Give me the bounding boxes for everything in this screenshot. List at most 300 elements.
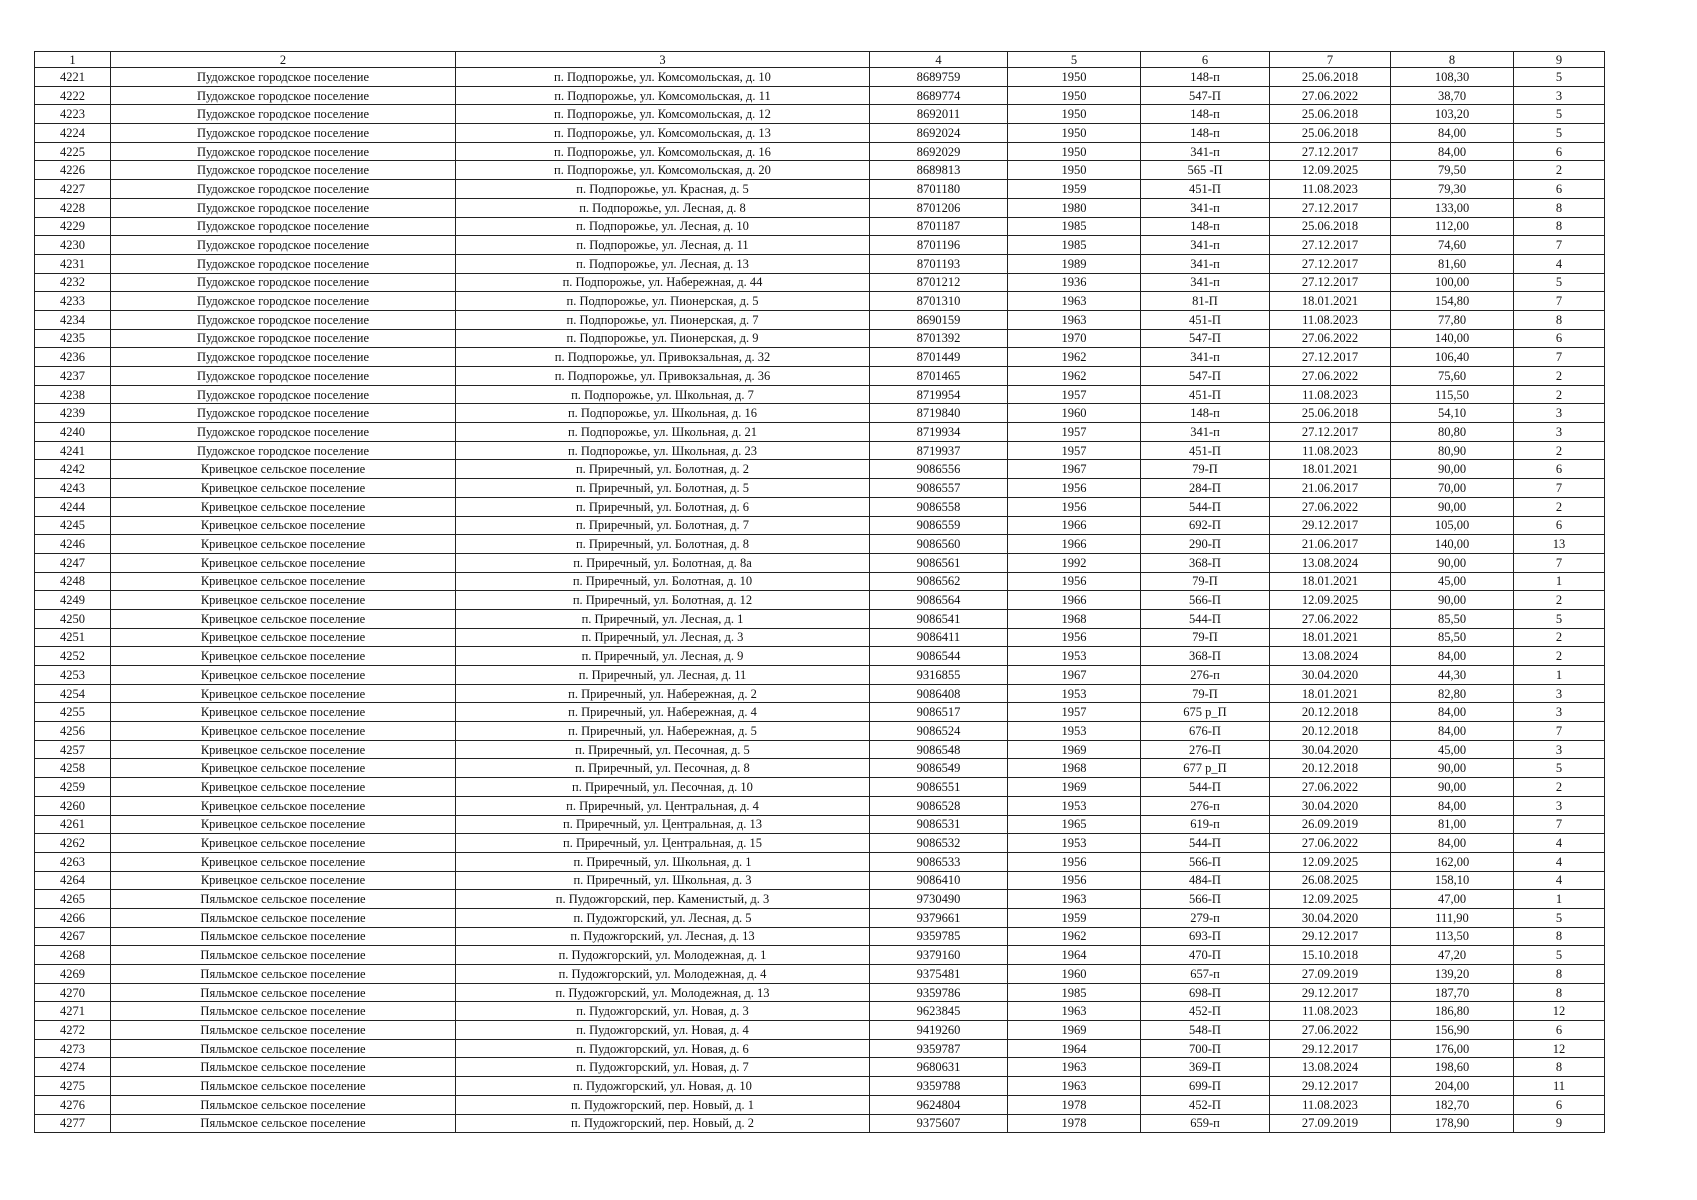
table-row (35, 236, 1605, 255)
object-id-cell: 8701187 (870, 217, 1008, 236)
decision-number-cell: 470-П (1141, 946, 1270, 965)
table-row (35, 965, 1605, 984)
settlement-cell: Кривецкое сельское поселение (111, 497, 456, 516)
object-id-cell: 8689759 (870, 68, 1008, 87)
year-built-cell: 1956 (1008, 628, 1141, 647)
settlement-cell: Кривецкое сельское поселение (111, 703, 456, 722)
area-cell: 85,50 (1391, 628, 1514, 647)
settlement-cell: Пудожское городское поселение (111, 161, 456, 180)
row-number-cell: 4272 (35, 1021, 111, 1040)
area-cell: 44,30 (1391, 666, 1514, 685)
object-id-cell: 8701465 (870, 367, 1008, 386)
residents-count-cell: 3 (1514, 86, 1605, 105)
decision-number-cell: 566-П (1141, 591, 1270, 610)
table-row (35, 292, 1605, 311)
settlement-cell: Кривецкое сельское поселение (111, 778, 456, 797)
year-built-cell: 1969 (1008, 740, 1141, 759)
decision-date-cell: 27.06.2022 (1270, 86, 1391, 105)
year-built-cell: 1962 (1008, 927, 1141, 946)
residents-count-cell: 2 (1514, 367, 1605, 386)
row-number-cell: 4248 (35, 572, 111, 591)
year-built-cell: 1953 (1008, 684, 1141, 703)
decision-date-cell: 27.12.2017 (1270, 198, 1391, 217)
object-id-cell: 8701180 (870, 180, 1008, 199)
table-row (35, 666, 1605, 685)
year-built-cell: 1956 (1008, 497, 1141, 516)
year-built-cell: 1967 (1008, 460, 1141, 479)
residents-count-cell: 6 (1514, 329, 1605, 348)
table-row (35, 908, 1605, 927)
address-cell: п. Приречный, ул. Центральная, д. 4 (456, 796, 870, 815)
object-id-cell: 9086531 (870, 815, 1008, 834)
row-number-cell: 4253 (35, 666, 111, 685)
address-cell: п. Пудожгорский, ул. Новая, д. 3 (456, 1002, 870, 1021)
decision-number-cell: 566-П (1141, 852, 1270, 871)
residents-count-cell: 5 (1514, 124, 1605, 143)
year-built-cell: 1963 (1008, 310, 1141, 329)
area-cell: 47,20 (1391, 946, 1514, 965)
decision-number-cell: 341-п (1141, 254, 1270, 273)
row-number-cell: 4262 (35, 834, 111, 853)
area-cell: 154,80 (1391, 292, 1514, 311)
decision-date-cell: 12.09.2025 (1270, 852, 1391, 871)
residents-count-cell: 8 (1514, 927, 1605, 946)
table-row (35, 198, 1605, 217)
table-row (35, 572, 1605, 591)
column-number-header: 3 (456, 52, 870, 68)
settlement-cell: Пяльмское сельское поселение (111, 1095, 456, 1114)
area-cell: 84,00 (1391, 796, 1514, 815)
area-cell: 84,00 (1391, 834, 1514, 853)
row-number-cell: 4230 (35, 236, 111, 255)
address-cell: п. Подпорожье, ул. Пионерская, д. 5 (456, 292, 870, 311)
table-row (35, 479, 1605, 498)
address-cell: п. Подпорожье, ул. Пионерская, д. 7 (456, 310, 870, 329)
object-id-cell: 9086561 (870, 553, 1008, 572)
decision-number-cell: 659-п (1141, 1114, 1270, 1133)
decision-number-cell: 276-п (1141, 796, 1270, 815)
table-row (35, 609, 1605, 628)
decision-number-cell: 451-П (1141, 441, 1270, 460)
decision-date-cell: 30.04.2020 (1270, 796, 1391, 815)
address-cell: п. Приречный, ул. Болотная, д. 7 (456, 516, 870, 535)
settlement-cell: Пудожское городское поселение (111, 329, 456, 348)
address-cell: п. Приречный, ул. Школьная, д. 3 (456, 871, 870, 890)
object-id-cell: 8701206 (870, 198, 1008, 217)
row-number-cell: 4237 (35, 367, 111, 386)
object-id-cell: 9379661 (870, 908, 1008, 927)
decision-number-cell: 547-П (1141, 367, 1270, 386)
row-number-cell: 4240 (35, 423, 111, 442)
area-cell: 81,00 (1391, 815, 1514, 834)
area-cell: 90,00 (1391, 460, 1514, 479)
table-row (35, 516, 1605, 535)
year-built-cell: 1968 (1008, 759, 1141, 778)
residents-count-cell: 1 (1514, 666, 1605, 685)
decision-date-cell: 30.04.2020 (1270, 740, 1391, 759)
residents-count-cell: 3 (1514, 423, 1605, 442)
residents-count-cell: 6 (1514, 1021, 1605, 1040)
decision-number-cell: 700-П (1141, 1039, 1270, 1058)
row-number-cell: 4241 (35, 441, 111, 460)
decision-date-cell: 26.08.2025 (1270, 871, 1391, 890)
settlement-cell: Кривецкое сельское поселение (111, 796, 456, 815)
area-cell: 105,00 (1391, 516, 1514, 535)
address-cell: п. Подпорожье, ул. Комсомольская, д. 10 (456, 68, 870, 87)
decision-date-cell: 27.06.2022 (1270, 609, 1391, 628)
table-row (35, 86, 1605, 105)
decision-date-cell: 12.09.2025 (1270, 161, 1391, 180)
residents-count-cell: 4 (1514, 852, 1605, 871)
decision-number-cell: 484-П (1141, 871, 1270, 890)
row-number-cell: 4247 (35, 553, 111, 572)
decision-number-cell: 565 -П (1141, 161, 1270, 180)
settlement-cell: Кривецкое сельское поселение (111, 591, 456, 610)
row-number-cell: 4238 (35, 385, 111, 404)
year-built-cell: 1956 (1008, 572, 1141, 591)
settlement-cell: Кривецкое сельское поселение (111, 684, 456, 703)
address-cell: п. Пудожгорский, пер. Каменистый, д. 3 (456, 890, 870, 909)
year-built-cell: 1956 (1008, 871, 1141, 890)
address-cell: п. Приречный, ул. Центральная, д. 15 (456, 834, 870, 853)
table-row (35, 105, 1605, 124)
decision-number-cell: 451-П (1141, 310, 1270, 329)
year-built-cell: 1953 (1008, 647, 1141, 666)
settlement-cell: Кривецкое сельское поселение (111, 852, 456, 871)
decision-number-cell: 276-п (1141, 666, 1270, 685)
settlement-cell: Пудожское городское поселение (111, 236, 456, 255)
address-cell: п. Пудожгорский, пер. Новый, д. 1 (456, 1095, 870, 1114)
area-cell: 82,80 (1391, 684, 1514, 703)
residents-count-cell: 4 (1514, 871, 1605, 890)
object-id-cell: 9086551 (870, 778, 1008, 797)
table-row (35, 367, 1605, 386)
object-id-cell: 8701196 (870, 236, 1008, 255)
residents-count-cell: 6 (1514, 516, 1605, 535)
decision-date-cell: 26.09.2019 (1270, 815, 1391, 834)
decision-number-cell: 341-п (1141, 273, 1270, 292)
object-id-cell: 9086517 (870, 703, 1008, 722)
year-built-cell: 1960 (1008, 965, 1141, 984)
address-cell: п. Подпорожье, ул. Комсомольская, д. 12 (456, 105, 870, 124)
decision-date-cell: 25.06.2018 (1270, 124, 1391, 143)
settlement-cell: Кривецкое сельское поселение (111, 722, 456, 741)
object-id-cell: 9086524 (870, 722, 1008, 741)
address-cell: п. Подпорожье, ул. Привокзальная, д. 36 (456, 367, 870, 386)
decision-date-cell: 27.09.2019 (1270, 1114, 1391, 1133)
table-row (35, 217, 1605, 236)
table-row (35, 647, 1605, 666)
decision-date-cell: 18.01.2021 (1270, 460, 1391, 479)
decision-number-cell: 451-П (1141, 385, 1270, 404)
decision-date-cell: 29.12.2017 (1270, 927, 1391, 946)
residents-count-cell: 2 (1514, 647, 1605, 666)
year-built-cell: 1969 (1008, 1021, 1141, 1040)
area-cell: 133,00 (1391, 198, 1514, 217)
settlement-cell: Пудожское городское поселение (111, 198, 456, 217)
row-number-cell: 4259 (35, 778, 111, 797)
residents-count-cell: 13 (1514, 535, 1605, 554)
address-cell: п. Приречный, ул. Болотная, д. 8 (456, 535, 870, 554)
area-cell: 140,00 (1391, 535, 1514, 554)
object-id-cell: 9086410 (870, 871, 1008, 890)
object-id-cell: 8689774 (870, 86, 1008, 105)
address-cell: п. Подпорожье, ул. Школьная, д. 7 (456, 385, 870, 404)
object-id-cell: 9730490 (870, 890, 1008, 909)
area-cell: 140,00 (1391, 329, 1514, 348)
year-built-cell: 1950 (1008, 105, 1141, 124)
decision-number-cell: 548-П (1141, 1021, 1270, 1040)
area-cell: 54,10 (1391, 404, 1514, 423)
area-cell: 156,90 (1391, 1021, 1514, 1040)
decision-date-cell: 11.08.2023 (1270, 1095, 1391, 1114)
object-id-cell: 9624804 (870, 1095, 1008, 1114)
year-built-cell: 1950 (1008, 142, 1141, 161)
column-number-header: 5 (1008, 52, 1141, 68)
area-cell: 113,50 (1391, 927, 1514, 946)
table-row (35, 1039, 1605, 1058)
year-built-cell: 1985 (1008, 983, 1141, 1002)
table-row (35, 890, 1605, 909)
area-cell: 45,00 (1391, 572, 1514, 591)
area-cell: 80,90 (1391, 441, 1514, 460)
year-built-cell: 1963 (1008, 1077, 1141, 1096)
residents-count-cell: 8 (1514, 965, 1605, 984)
year-built-cell: 1966 (1008, 516, 1141, 535)
residents-count-cell: 8 (1514, 217, 1605, 236)
object-id-cell: 9419260 (870, 1021, 1008, 1040)
address-cell: п. Пудожгорский, ул. Молодежная, д. 13 (456, 983, 870, 1002)
row-number-cell: 4236 (35, 348, 111, 367)
decision-date-cell: 27.06.2022 (1270, 497, 1391, 516)
row-number-cell: 4231 (35, 254, 111, 273)
table-row (35, 852, 1605, 871)
decision-date-cell: 27.06.2022 (1270, 1021, 1391, 1040)
residents-count-cell: 5 (1514, 759, 1605, 778)
settlement-cell: Пудожское городское поселение (111, 142, 456, 161)
area-cell: 115,50 (1391, 385, 1514, 404)
residents-count-cell: 5 (1514, 946, 1605, 965)
residents-count-cell: 3 (1514, 740, 1605, 759)
table-row (35, 497, 1605, 516)
address-cell: п. Пудожгорский, ул. Молодежная, д. 4 (456, 965, 870, 984)
residents-count-cell: 9 (1514, 1114, 1605, 1133)
address-cell: п. Пудожгорский, ул. Новая, д. 7 (456, 1058, 870, 1077)
settlement-cell: Пудожское городское поселение (111, 385, 456, 404)
decision-date-cell: 30.04.2020 (1270, 666, 1391, 685)
row-number-cell: 4224 (35, 124, 111, 143)
decision-date-cell: 11.08.2023 (1270, 1002, 1391, 1021)
table-row (35, 1002, 1605, 1021)
address-cell: п. Подпорожье, ул. Школьная, д. 21 (456, 423, 870, 442)
year-built-cell: 1965 (1008, 815, 1141, 834)
area-cell: 176,00 (1391, 1039, 1514, 1058)
address-cell: п. Подпорожье, ул. Школьная, д. 23 (456, 441, 870, 460)
decision-date-cell: 11.08.2023 (1270, 310, 1391, 329)
address-cell: п. Подпорожье, ул. Школьная, д. 16 (456, 404, 870, 423)
decision-number-cell: 79-П (1141, 628, 1270, 647)
row-number-cell: 4260 (35, 796, 111, 815)
decision-number-cell: 148-п (1141, 217, 1270, 236)
settlement-cell: Пудожское городское поселение (111, 217, 456, 236)
table-row (35, 703, 1605, 722)
column-number-header: 8 (1391, 52, 1514, 68)
settlement-cell: Кривецкое сельское поселение (111, 553, 456, 572)
row-number-cell: 4254 (35, 684, 111, 703)
decision-date-cell: 18.01.2021 (1270, 628, 1391, 647)
column-number-header: 1 (35, 52, 111, 68)
object-id-cell: 9359787 (870, 1039, 1008, 1058)
settlement-cell: Пудожское городское поселение (111, 310, 456, 329)
settlement-cell: Пудожское городское поселение (111, 348, 456, 367)
decision-date-cell: 27.06.2022 (1270, 367, 1391, 386)
settlement-cell: Пудожское городское поселение (111, 404, 456, 423)
address-cell: п. Подпорожье, ул. Комсомольская, д. 13 (456, 124, 870, 143)
settlement-cell: Кривецкое сельское поселение (111, 666, 456, 685)
area-cell: 90,00 (1391, 759, 1514, 778)
decision-date-cell: 27.09.2019 (1270, 965, 1391, 984)
address-cell: п. Приречный, ул. Болотная, д. 2 (456, 460, 870, 479)
year-built-cell: 1962 (1008, 348, 1141, 367)
decision-number-cell: 79-П (1141, 572, 1270, 591)
decision-date-cell: 13.08.2024 (1270, 1058, 1391, 1077)
object-id-cell: 8701449 (870, 348, 1008, 367)
object-id-cell: 9086541 (870, 609, 1008, 628)
residents-count-cell: 5 (1514, 273, 1605, 292)
year-built-cell: 1968 (1008, 609, 1141, 628)
year-built-cell: 1953 (1008, 722, 1141, 741)
column-number-header: 2 (111, 52, 456, 68)
object-id-cell: 9359788 (870, 1077, 1008, 1096)
decision-date-cell: 21.06.2017 (1270, 479, 1391, 498)
settlement-cell: Кривецкое сельское поселение (111, 815, 456, 834)
table-row (35, 553, 1605, 572)
decision-number-cell: 341-п (1141, 423, 1270, 442)
year-built-cell: 1963 (1008, 1058, 1141, 1077)
settlement-cell: Пудожское городское поселение (111, 367, 456, 386)
row-number-cell: 4233 (35, 292, 111, 311)
decision-number-cell: 676-П (1141, 722, 1270, 741)
residents-count-cell: 3 (1514, 684, 1605, 703)
decision-number-cell: 368-П (1141, 553, 1270, 572)
residents-count-cell: 6 (1514, 180, 1605, 199)
table-row (35, 310, 1605, 329)
year-built-cell: 1970 (1008, 329, 1141, 348)
table-row (35, 722, 1605, 741)
decision-number-cell: 276-П (1141, 740, 1270, 759)
address-cell: п. Приречный, ул. Болотная, д. 8а (456, 553, 870, 572)
residents-count-cell: 2 (1514, 628, 1605, 647)
object-id-cell: 9086544 (870, 647, 1008, 666)
address-cell: п. Приречный, ул. Лесная, д. 11 (456, 666, 870, 685)
decision-date-cell: 25.06.2018 (1270, 404, 1391, 423)
decision-date-cell: 25.06.2018 (1270, 105, 1391, 124)
year-built-cell: 1957 (1008, 385, 1141, 404)
object-id-cell: 9359786 (870, 983, 1008, 1002)
object-id-cell: 9086548 (870, 740, 1008, 759)
decision-number-cell: 79-П (1141, 460, 1270, 479)
column-number-header: 9 (1514, 52, 1605, 68)
settlement-cell: Пяльмское сельское поселение (111, 1058, 456, 1077)
decision-number-cell: 341-п (1141, 198, 1270, 217)
residents-count-cell: 12 (1514, 1039, 1605, 1058)
residents-count-cell: 5 (1514, 68, 1605, 87)
area-cell: 162,00 (1391, 852, 1514, 871)
area-cell: 90,00 (1391, 497, 1514, 516)
address-cell: п. Приречный, ул. Набережная, д. 5 (456, 722, 870, 741)
decision-number-cell: 369-П (1141, 1058, 1270, 1077)
year-built-cell: 1936 (1008, 273, 1141, 292)
settlement-cell: Пудожское городское поселение (111, 180, 456, 199)
area-cell: 47,00 (1391, 890, 1514, 909)
area-cell: 90,00 (1391, 553, 1514, 572)
row-number-cell: 4223 (35, 105, 111, 124)
area-cell: 106,40 (1391, 348, 1514, 367)
address-cell: п. Приречный, ул. Песочная, д. 8 (456, 759, 870, 778)
area-cell: 45,00 (1391, 740, 1514, 759)
residents-count-cell: 4 (1514, 254, 1605, 273)
decision-number-cell: 148-п (1141, 105, 1270, 124)
residents-count-cell: 3 (1514, 703, 1605, 722)
address-cell: п. Пудожгорский, ул. Молодежная, д. 1 (456, 946, 870, 965)
decision-number-cell: 148-п (1141, 124, 1270, 143)
row-number-cell: 4270 (35, 983, 111, 1002)
object-id-cell: 9623845 (870, 1002, 1008, 1021)
row-number-cell: 4242 (35, 460, 111, 479)
year-built-cell: 1980 (1008, 198, 1141, 217)
row-number-cell: 4221 (35, 68, 111, 87)
decision-date-cell: 27.06.2022 (1270, 834, 1391, 853)
area-cell: 80,80 (1391, 423, 1514, 442)
address-cell: п. Пудожгорский, ул. Лесная, д. 5 (456, 908, 870, 927)
residents-count-cell: 2 (1514, 778, 1605, 797)
settlement-cell: Пяльмское сельское поселение (111, 890, 456, 909)
decision-date-cell: 25.06.2018 (1270, 217, 1391, 236)
year-built-cell: 1963 (1008, 890, 1141, 909)
residents-count-cell: 6 (1514, 460, 1605, 479)
object-id-cell: 8719937 (870, 441, 1008, 460)
decision-date-cell: 11.08.2023 (1270, 385, 1391, 404)
settlement-cell: Кривецкое сельское поселение (111, 834, 456, 853)
address-cell: п. Подпорожье, ул. Комсомольская, д. 11 (456, 86, 870, 105)
table-row (35, 1077, 1605, 1096)
row-number-cell: 4252 (35, 647, 111, 666)
decision-number-cell: 692-П (1141, 516, 1270, 535)
decision-number-cell: 341-п (1141, 236, 1270, 255)
residents-count-cell: 8 (1514, 1058, 1605, 1077)
decision-date-cell: 27.12.2017 (1270, 273, 1391, 292)
year-built-cell: 1950 (1008, 161, 1141, 180)
table-row (35, 1114, 1605, 1133)
table-row (35, 684, 1605, 703)
column-number-header: 4 (870, 52, 1008, 68)
year-built-cell: 1964 (1008, 1039, 1141, 1058)
row-number-cell: 4269 (35, 965, 111, 984)
area-cell: 70,00 (1391, 479, 1514, 498)
row-number-cell: 4255 (35, 703, 111, 722)
settlement-cell: Пудожское городское поселение (111, 273, 456, 292)
year-built-cell: 1950 (1008, 86, 1141, 105)
decision-date-cell: 11.08.2023 (1270, 180, 1391, 199)
address-cell: п. Приречный, ул. Песочная, д. 5 (456, 740, 870, 759)
year-built-cell: 1963 (1008, 292, 1141, 311)
settlement-cell: Пяльмское сельское поселение (111, 946, 456, 965)
year-built-cell: 1969 (1008, 778, 1141, 797)
row-number-cell: 4244 (35, 497, 111, 516)
row-number-cell: 4256 (35, 722, 111, 741)
area-cell: 178,90 (1391, 1114, 1514, 1133)
address-cell: п. Подпорожье, ул. Пионерская, д. 9 (456, 329, 870, 348)
